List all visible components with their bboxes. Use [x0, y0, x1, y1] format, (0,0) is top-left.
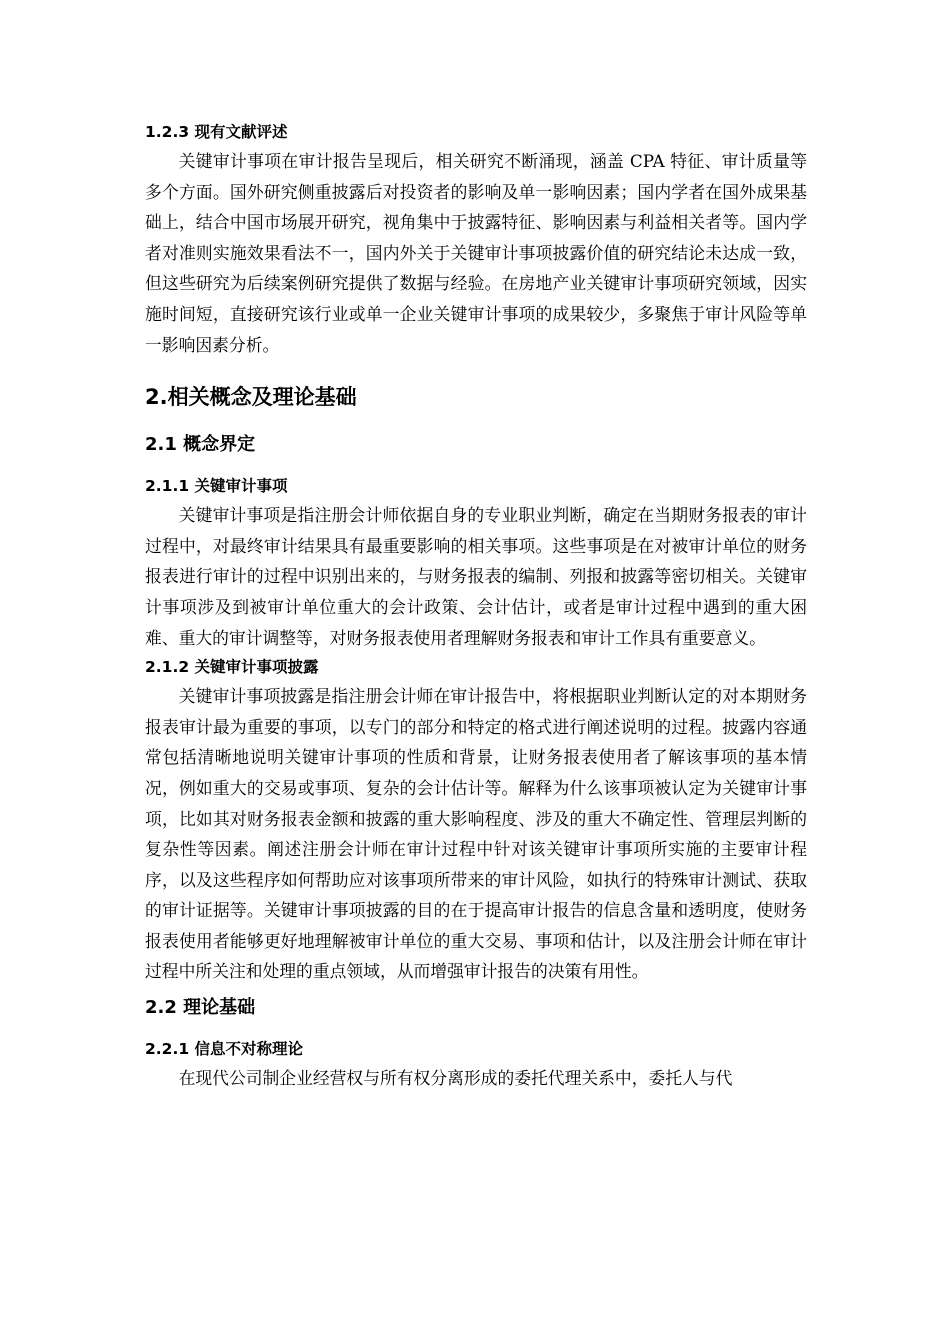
section-1-2-3-heading: 1.2.3 现有文献评述: [145, 123, 288, 141]
document-page: [145, 118, 807, 1094]
section-2-1-heading: 2.1 概念界定: [145, 434, 256, 456]
section-2-2-1-heading: 2.2.1 信息不对称理论: [145, 1040, 304, 1059]
section-2-1-2-heading: 2.1.2 关键审计事项披露: [145, 658, 319, 677]
chapter-2-heading: 2.相关概念及理论基础: [145, 385, 357, 410]
section-1-2-3-paragraph: 关键审计事项在审计报告呈现后，相关研究不断涌现，涵盖 CPA 特征、审计质量等多个方面。国外研究侧重披露后对投资者的影响及单一影响因素；国内学者在国外成果基础上，结合中国市场展开研究，视角集中于披露特征、影响因素与利益相关者等。国内学者对准则实施效果看法不一，国内外关于关键审计事项披露价值的研究结论未达成一致，但这些研究为后续案例研究提供了数据与经验。在房地产业关键审计事项研究领域，因实施时间短，直接研究该行业或单一企业关键审计事项的成果较少，多聚焦于审计风险等单一影响因素分析。: [145, 151, 807, 355]
section-2-1-2-paragraph: 关键审计事项披露是指注册会计师在审计报告中，将根据职业判断认定的对本期财务报表审计最为重要的事项，以专门的部分和特定的格式进行阐述说明的过程。披露内容通常包括清晰地说明关键审计事项的性质和背景，让财务报表使用者了解该事项的基本情况，例如重大的交易或事项、复杂的会计估计等。解释为什么该事项被认定为关键审计事项，比如其对财务报表金额和披露的重大影响程度、涉及的重大不确定性、管理层判断的复杂性等因素。阐述注册会计师在审计过程中针对该关键审计事项所实施的主要审计程序，以及这些程序如何帮助应对该事项所带来的审计风险，如执行的特殊审计测试、获取的审计证据等。关键审计事项披露的目的在于提高审计报告的信息含量和透明度，使财务报表使用者能够更好地理解被审计单位的重大交易、事项和估计，以及注册会计师在审计过程中所关注和处理的重点领域，从而增强审计报告的决策有用性。: [145, 686, 807, 982]
section-2-2-1-paragraph: 在现代公司制企业经营权与所有权分离形成的委托代理关系中，委托人与代: [178, 1068, 733, 1089]
section-2-1-1-heading: 2.1.1 关键审计事项: [145, 477, 288, 496]
section-2-1-1-paragraph: 关键审计事项是指注册会计师依据自身的专业职业判断，确定在当期财务报表的审计过程中，对最终审计结果具有最重要影响的相关事项。这些事项是在对被审计单位的财务报表进行审计的过程中识别出来的，与财务报表的编制、列报和披露等密切相关。关键审计事项涉及到被审计单位重大的会计政策、会计估计，或者是审计过程中遇到的重大困难、重大的审计调整等，对财务报表使用者理解财务报表和审计工作具有重要意义。: [145, 505, 807, 648]
section-2-2-heading: 2.2 理论基础: [145, 997, 256, 1019]
